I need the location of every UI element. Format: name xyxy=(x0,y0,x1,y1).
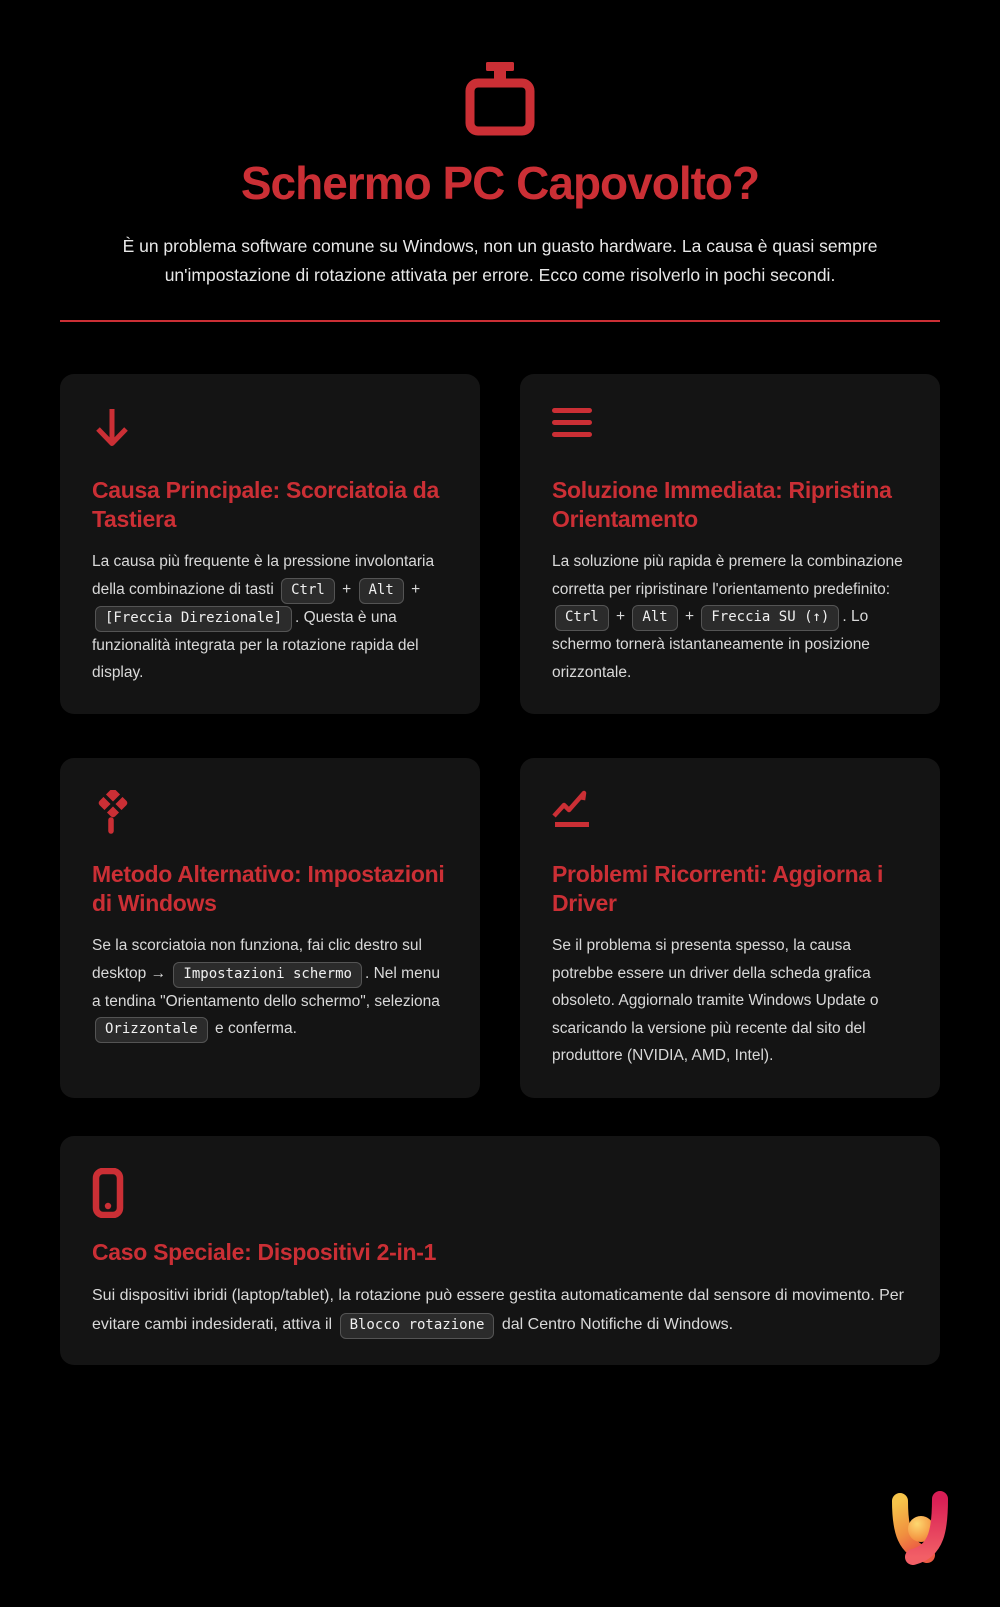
card-caso-speciale xyxy=(60,1136,940,1365)
card-causa-principale xyxy=(60,374,480,714)
text-run: Se il problema si presenta spesso, la causa potrebbe essere un driver della scheda grafica obsoleto. Aggiornalo tramite Windows Update o scaricando la versione più recente dal sito del produttore (NVIDIA, AMD, Intel). xyxy=(552,937,879,1064)
text-run: + xyxy=(337,580,356,598)
page-container xyxy=(0,62,1000,1365)
kbd-key: Ctrl xyxy=(555,605,609,631)
kbd-key: Freccia SU (↑) xyxy=(701,605,839,631)
card-title: Caso Speciale: Dispositivi 2-in-1 xyxy=(92,1239,437,1265)
card-title: Problemi Ricorrenti: Aggiorna i Driver xyxy=(552,861,884,916)
kbd-key: Orizzontale xyxy=(95,1017,208,1043)
kbd-key: Impostazioni schermo xyxy=(173,962,362,988)
card-body xyxy=(92,548,448,687)
arrow-down-icon xyxy=(92,406,448,450)
card-problemi-ricorrenti xyxy=(520,758,940,1098)
kbd-key: Alt xyxy=(359,578,404,604)
page-subtitle: È un problema software comune su Windows, non un guasto hardware. La causa è quasi sempre un'impostazione di rotazione attivata per errore. Ecco come risolverlo in pochi secondi. xyxy=(122,236,878,285)
card-title: Causa Principale: Scorciatoia da Tastiera xyxy=(92,477,440,532)
text-run: + xyxy=(680,608,699,625)
kbd-key: [Freccia Direzionale] xyxy=(95,606,292,632)
text-run: La soluzione più rapida è premere la combinazione corretta per ripristinare l'orientamento predefinito: xyxy=(552,553,903,598)
text-run: + xyxy=(406,580,421,598)
menu-lines-icon xyxy=(552,406,908,450)
text-run: Sui dispositivi ibridi (laptop/tablet), la rotazione può essere gestita automaticamente dal sensore di movimento. Per evitare cambi indesiderati, attiva il xyxy=(92,1287,904,1333)
smartphone-icon xyxy=(92,1168,908,1212)
kbd-key: Blocco rotazione xyxy=(340,1313,495,1339)
text-run: Se la scorciatoia non funziona, fai clic destro sul desktop → xyxy=(92,937,422,982)
text-run: dal Centro Notifiche di Windows. xyxy=(497,1316,734,1333)
text-run: . Questa è una funzionalità integrata per la rotazione rapida del display. xyxy=(92,608,419,681)
card-body xyxy=(552,932,908,1070)
text-run: . Lo schermo tornerà istantaneamente in posizione orizzontale. xyxy=(552,608,870,681)
cards-grid xyxy=(60,374,940,1098)
chart-up-icon xyxy=(552,790,908,834)
kbd-key: Alt xyxy=(632,605,677,631)
card-body xyxy=(92,932,448,1043)
text-run: La causa più frequente è la pressione involontaria della combinazione di tasti xyxy=(92,553,435,598)
text-run: . Nel menu a tendina "Orientamento dello schermo", seleziona xyxy=(92,964,440,1010)
card-metodo-alternativo xyxy=(60,758,480,1098)
card-soluzione-immediata xyxy=(520,374,940,714)
card-title: Soluzione Immediata: Ripristina Orientamento xyxy=(552,477,892,532)
trowel-tool-icon xyxy=(92,790,448,834)
card-body xyxy=(92,1281,908,1339)
text-run: e conferma. xyxy=(210,1020,297,1037)
card-body xyxy=(552,548,908,686)
card-title: Metodo Alternativo: Impostazioni di Windows xyxy=(92,861,445,916)
flipped-monitor-icon xyxy=(464,62,536,136)
page-title: Schermo PC Capovolto? xyxy=(240,157,760,209)
kbd-key: Ctrl xyxy=(281,578,335,604)
text-run: + xyxy=(611,608,630,625)
divider-line xyxy=(60,320,940,322)
brand-logo xyxy=(884,1489,956,1565)
